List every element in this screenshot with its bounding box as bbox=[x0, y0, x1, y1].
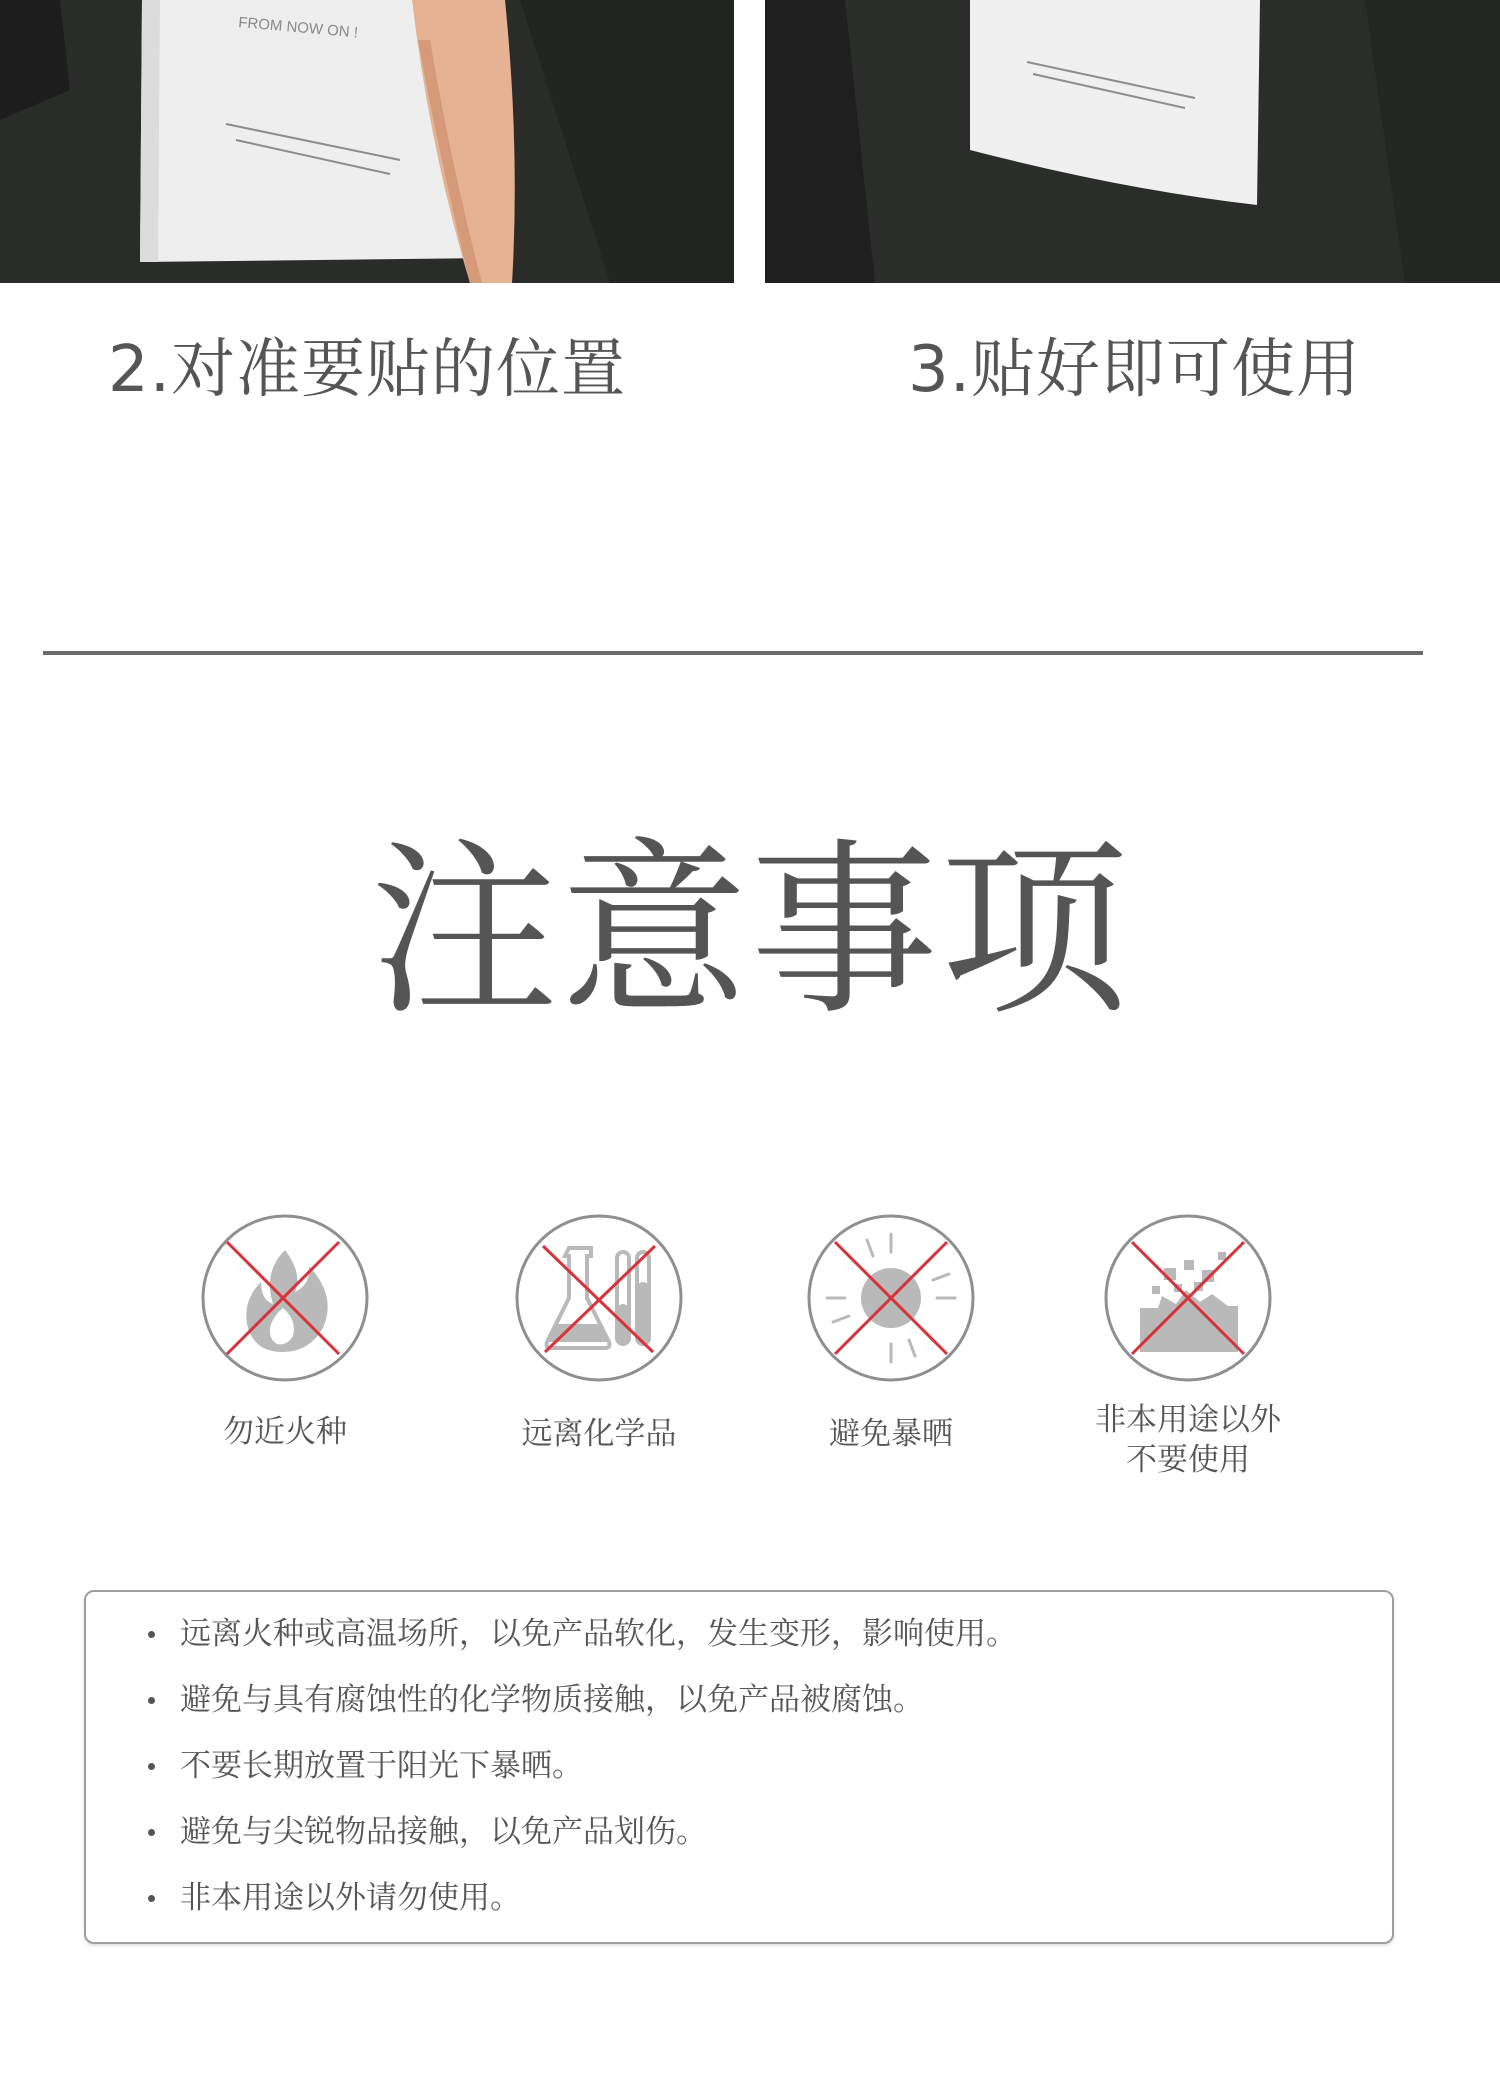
notes-box bbox=[84, 1590, 1394, 1944]
bullet-icon bbox=[148, 1895, 155, 1902]
no-fire-icon bbox=[199, 1212, 371, 1384]
notes-list bbox=[86, 1592, 1392, 1944]
list-item bbox=[148, 1812, 1392, 1878]
warning-item-fire bbox=[160, 1212, 410, 1452]
warning-label: 勿近火种 bbox=[223, 1414, 347, 1450]
bullet-icon bbox=[148, 1763, 155, 1770]
bag-print-text: FROM NOW ON ! bbox=[237, 14, 359, 42]
warning-label: 避免暴晒 bbox=[829, 1416, 953, 1452]
warning-label: 远离化学品 bbox=[521, 1416, 677, 1452]
no-chemicals-icon bbox=[513, 1212, 685, 1384]
list-item bbox=[148, 1878, 1392, 1944]
step2-photo bbox=[0, 0, 734, 283]
warning-item-sun bbox=[766, 1212, 1016, 1454]
bullet-icon bbox=[148, 1697, 155, 1704]
step2-caption: 2.对准要贴的位置 bbox=[108, 333, 627, 407]
warning-item-chemicals bbox=[474, 1212, 724, 1454]
note-text: 避免与尖锐物品接触，以免产品划伤。 bbox=[180, 1814, 707, 1850]
note-text: 远离火种或高温场所，以免产品软化，发生变形，影响使用。 bbox=[180, 1616, 1017, 1652]
bullet-icon bbox=[148, 1829, 155, 1836]
warning-label-line1: 非本用途以外 bbox=[1095, 1402, 1281, 1438]
note-text: 避免与具有腐蚀性的化学物质接触，以免产品被腐蚀。 bbox=[180, 1682, 924, 1718]
no-sunlight-icon bbox=[805, 1212, 977, 1384]
bullet-icon bbox=[148, 1631, 155, 1638]
list-item bbox=[148, 1614, 1392, 1680]
section-divider bbox=[43, 651, 1423, 655]
step3-caption: 3.贴好即可使用 bbox=[908, 333, 1362, 407]
step3-photo bbox=[765, 0, 1500, 283]
note-text: 非本用途以外请勿使用。 bbox=[180, 1880, 521, 1916]
note-text: 不要长期放置于阳光下暴晒。 bbox=[180, 1748, 583, 1784]
warning-item-misuse bbox=[1063, 1212, 1313, 1480]
list-item bbox=[148, 1680, 1392, 1746]
section-title: 注意事项 bbox=[370, 822, 1130, 1041]
no-misuse-icon bbox=[1102, 1212, 1274, 1384]
list-item bbox=[148, 1746, 1392, 1812]
warning-label bbox=[1063, 1400, 1313, 1480]
warning-label-line2: 不要使用 bbox=[1126, 1442, 1250, 1478]
